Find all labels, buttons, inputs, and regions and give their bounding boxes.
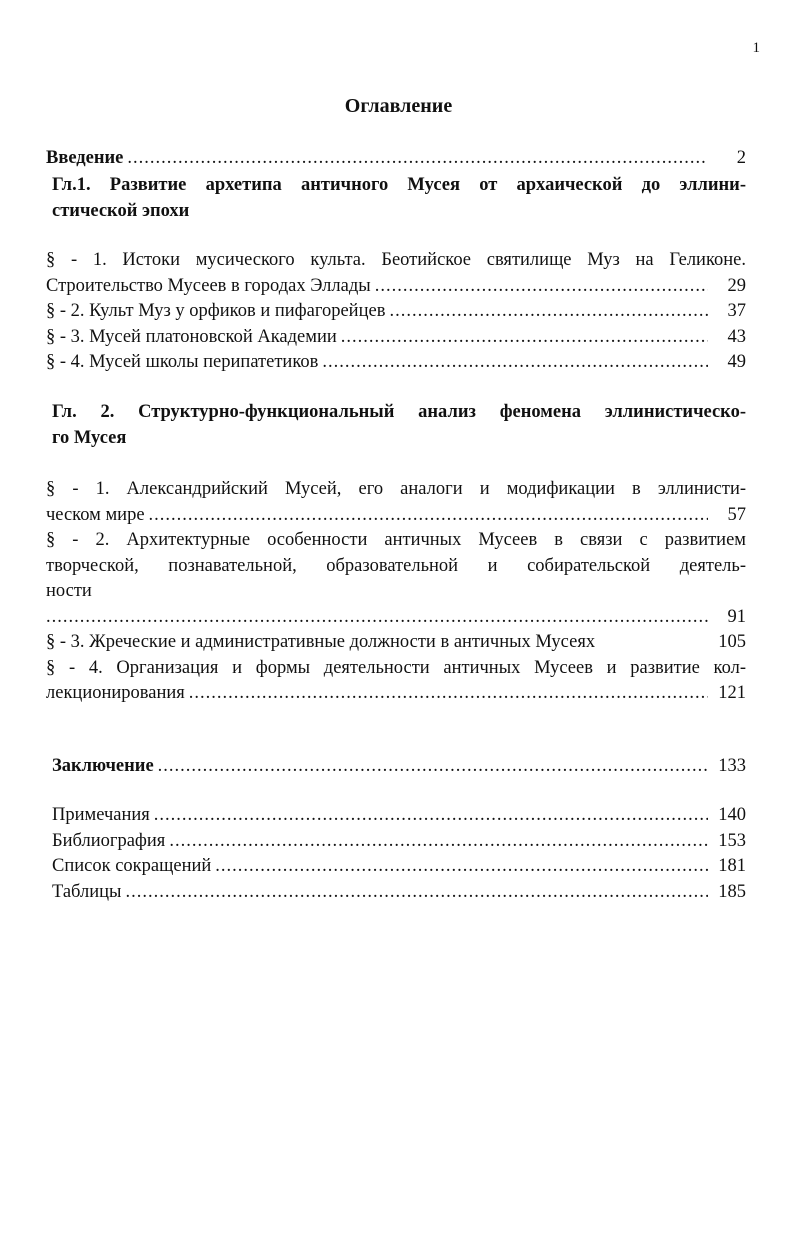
ch1-s1-page: 29	[727, 275, 746, 296]
ch2-s2-page: 91	[727, 606, 746, 627]
toc-ch1-s4[interactable]	[46, 350, 746, 376]
dot-leader	[154, 803, 708, 829]
conclusion-label: Заключение	[52, 756, 154, 776]
appendix-page: 185	[718, 881, 746, 902]
intro-page: 2	[736, 148, 746, 168]
chapter2-heading-line1: Гл. 2. Структурно-функциональный анализ феномена эллинистическо-	[52, 402, 746, 422]
appendix-label: Примечания	[52, 805, 150, 825]
ch2-s4-line1: § - 4. Организация и формы деятельности античных Мусеев и развитие кол-	[46, 657, 746, 678]
ch1-s4-label: § - 4. Мусей школы перипатетиков	[46, 352, 319, 372]
dot-leader	[341, 325, 708, 351]
ch2-s3-page: 105	[718, 632, 746, 652]
dot-leader	[215, 854, 708, 880]
ch2-s4-page: 121	[718, 683, 746, 703]
ch1-s1-line2: Строительство Мусеев в городах Эллады	[46, 275, 371, 296]
dot-leader	[389, 299, 708, 325]
appendix-label: Список сокращений	[52, 856, 212, 876]
toc-intro[interactable]	[46, 146, 746, 172]
dot-leader	[127, 146, 708, 172]
chapter2-heading-line2: го Мусея	[52, 427, 127, 448]
toc-appendix-item[interactable]	[52, 829, 746, 855]
dot-leader	[322, 350, 708, 376]
intro-label: Введение	[46, 148, 124, 168]
ch2-s1-line1: § - 1. Александрийский Мусей, его аналоги и модификации в эллинисти-	[46, 479, 746, 499]
appendix-label: Библиография	[52, 830, 166, 851]
ch1-s3-page: 43	[727, 326, 746, 347]
dot-leader	[189, 681, 708, 707]
ch2-s2-line3: ности	[46, 581, 92, 601]
ch2-s4-line2: лекционирования	[46, 683, 185, 703]
chapter1-sections	[46, 248, 746, 376]
conclusion-page: 133	[718, 756, 746, 776]
ch1-s3-label: § - 3. Мусей платоновской Академии	[46, 326, 337, 347]
ch2-s3-label: § - 3. Жреческие и административные должности в античных Мусеях	[46, 632, 596, 652]
toc-ch2-s3[interactable]	[46, 630, 746, 656]
ch2-s1-page: 57	[727, 504, 746, 525]
appendix-page: 153	[718, 830, 746, 851]
toc-ch2-s2[interactable]	[46, 528, 746, 630]
toc-ch1-s2[interactable]	[46, 299, 746, 325]
chapter1-heading-line2: стической эпохи	[52, 200, 190, 221]
chapter1-heading-line1: Гл.1. Развитие архетипа античного Мусея от архаической до эллини-	[52, 175, 746, 195]
appendix-page: 181	[718, 856, 746, 876]
chapter2-sections	[46, 477, 746, 707]
appendix-page: 140	[718, 805, 746, 825]
dot-leader	[158, 754, 708, 780]
ch1-s2-label: § - 2. Культ Муз у орфиков и пифагорейцев	[46, 301, 386, 321]
dot-leader	[375, 274, 708, 300]
ch2-s2-line2: творческой, познавательной, образовательной и собирательской деятель-	[46, 555, 746, 576]
toc-ch2-s4[interactable]	[46, 656, 746, 707]
ch1-s2-page: 37	[727, 301, 746, 321]
toc-conclusion[interactable]	[52, 754, 746, 780]
toc-appendix-item[interactable]	[52, 880, 746, 906]
toc-ch1-s3[interactable]	[46, 325, 746, 351]
dot-leader	[169, 829, 708, 855]
toc-ch2-s1[interactable]	[46, 477, 746, 528]
dot-leader	[125, 880, 708, 906]
ch2-s2-line1: § - 2. Архитектурные особенности античных Мусеев в связи с развитием	[46, 530, 746, 550]
chapter1-heading[interactable]	[52, 173, 746, 224]
appendix-list	[52, 803, 746, 905]
dot-leader	[46, 605, 708, 631]
ch1-s1-line1: § - 1. Истоки мусического культа. Беотийское святилище Муз на Геликоне.	[46, 250, 746, 270]
ch2-s1-line2: ческом мире	[46, 504, 145, 525]
page-title: Оглавление	[344, 95, 453, 117]
dot-leader	[149, 503, 708, 529]
page-number: 1	[752, 40, 760, 56]
toc-appendix-item[interactable]	[52, 854, 746, 880]
chapter2-heading[interactable]	[52, 400, 746, 451]
ch1-s4-page: 49	[727, 352, 746, 372]
toc-appendix-item[interactable]	[52, 803, 746, 829]
toc-ch1-s1[interactable]	[46, 248, 746, 299]
appendix-label: Таблицы	[52, 881, 122, 902]
